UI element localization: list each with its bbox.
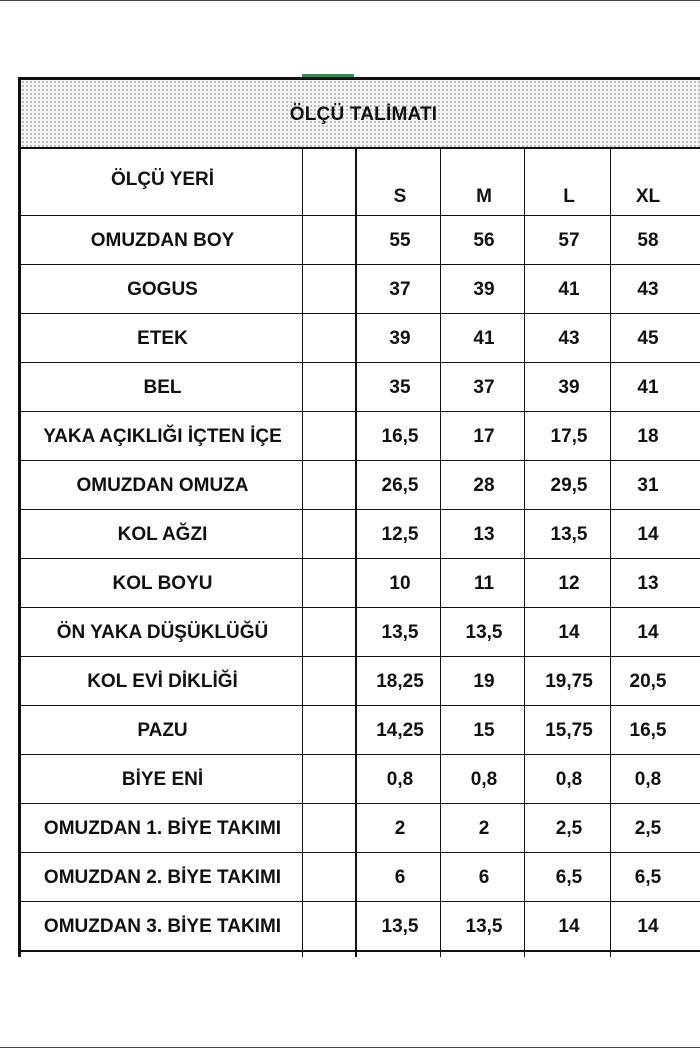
size-header-s: S [393,186,407,207]
table-row [21,559,700,608]
value-cell-m: 19 [473,670,495,692]
size-header-xl: XL [635,186,661,207]
row-divider [21,950,700,952]
table-row [21,657,700,706]
value-cell-l: 43 [558,327,580,349]
chart-title: ÖLÇÜ TALİMATI [289,104,438,125]
value-cell-l: 14 [558,915,580,937]
value-cell-m: 6 [478,866,490,888]
value-cell-s: 13,5 [381,915,419,937]
value-cell-s: 12,5 [381,523,419,545]
value-cell-l: 13,5 [550,523,588,545]
value-cell-xl: 16,5 [629,719,667,741]
size-chart-sheet [18,77,700,957]
value-cell-l: 14 [558,621,580,643]
value-cell-xl: 41 [637,376,659,398]
value-cell-s: 35 [389,376,411,398]
value-cell-xl: 45 [637,327,659,349]
value-cell-m: 56 [473,229,495,251]
value-cell-m: 0,8 [470,768,498,790]
measurement-label: YAKA AÇIKLIĞI İÇTEN İÇE [43,425,282,447]
value-cell-s: 26,5 [381,474,419,496]
table-row [21,363,700,412]
value-cell-l: 19,75 [545,670,593,692]
table-row [21,755,700,804]
measurement-label: ETEK [137,327,188,349]
value-cell-l: 15,75 [545,719,593,741]
value-cell-s: 37 [389,278,411,300]
value-cell-l: 6,5 [555,866,583,888]
value-cell-s: 16,5 [381,425,419,447]
bottom-border-line [0,1047,700,1048]
size-header-l: L [563,186,575,207]
value-cell-l: 17,5 [550,425,588,447]
measurement-label: OMUZDAN BOY [90,229,235,251]
value-cell-xl: 43 [637,278,659,300]
value-cell-l: 12 [558,572,580,594]
value-cell-xl: 31 [637,474,659,496]
table-row [21,804,700,853]
table-row [21,412,700,461]
value-cell-m: 13,5 [465,915,503,937]
value-cell-xl: 14 [637,915,659,937]
value-cell-s: 10 [389,572,411,594]
table-row [21,853,700,902]
table-row [21,314,700,363]
measurement-label: ÖN YAKA DÜŞÜKLÜĞÜ [56,621,269,643]
measurement-label: OMUZDAN 2. BİYE TAKIMI [43,866,282,888]
value-cell-s: 0,8 [386,768,414,790]
table-row [21,608,700,657]
value-cell-l: 41 [558,278,580,300]
measurement-label: PAZU [137,719,188,741]
value-cell-s: 55 [389,229,411,251]
measurement-label: KOL EVİ DİKLİĞİ [87,670,238,692]
value-cell-m: 15 [473,719,495,741]
value-cell-m: 41 [473,327,495,349]
measurement-label: KOL AĞZI [117,523,208,545]
value-cell-l: 39 [558,376,580,398]
table-row [21,216,700,265]
title-band [18,77,700,149]
value-cell-m: 11 [473,572,495,594]
value-cell-l: 2,5 [555,817,583,839]
value-cell-s: 14,25 [376,719,424,741]
value-cell-xl: 6,5 [634,866,662,888]
value-cell-xl: 14 [637,621,659,643]
size-table [18,149,700,957]
measurement-label: BİYE ENİ [121,768,204,790]
measurement-label: GOGUS [127,278,198,300]
size-header-m: M [476,186,492,207]
measurement-label: BEL [143,376,182,398]
measurement-label: OMUZDAN OMUZA [76,474,249,496]
value-cell-s: 6 [394,866,406,888]
table-row [21,265,700,314]
value-cell-l: 29,5 [550,474,588,496]
value-cell-xl: 0,8 [634,768,662,790]
value-cell-xl: 13 [637,572,659,594]
value-cell-xl: 14 [637,523,659,545]
value-cell-m: 17 [473,425,495,447]
table-row [21,902,700,951]
value-cell-m: 39 [473,278,495,300]
value-cell-xl: 58 [637,229,659,251]
table-row [21,706,700,755]
value-cell-m: 2 [478,817,490,839]
measurement-label: KOL BOYU [112,572,213,594]
value-cell-l: 57 [558,229,580,251]
value-cell-m: 28 [473,474,495,496]
value-cell-xl: 18 [637,425,659,447]
top-border-line [0,0,700,1]
value-cell-xl: 2,5 [634,817,662,839]
table-row [21,461,700,510]
header-row [21,149,700,215]
value-cell-m: 13 [473,523,495,545]
value-cell-s: 13,5 [381,621,419,643]
value-cell-s: 18,25 [376,670,424,692]
value-cell-m: 37 [473,376,495,398]
value-cell-s: 39 [389,327,411,349]
value-cell-s: 2 [394,817,406,839]
value-cell-xl: 20,5 [629,670,667,692]
table-row [21,510,700,559]
measurement-label: OMUZDAN 1. BİYE TAKIMI [43,817,282,839]
measurement-place-header: ÖLÇÜ YERİ [110,169,215,190]
measurement-label: OMUZDAN 3. BİYE TAKIMI [43,915,282,937]
value-cell-l: 0,8 [555,768,583,790]
value-cell-m: 13,5 [465,621,503,643]
